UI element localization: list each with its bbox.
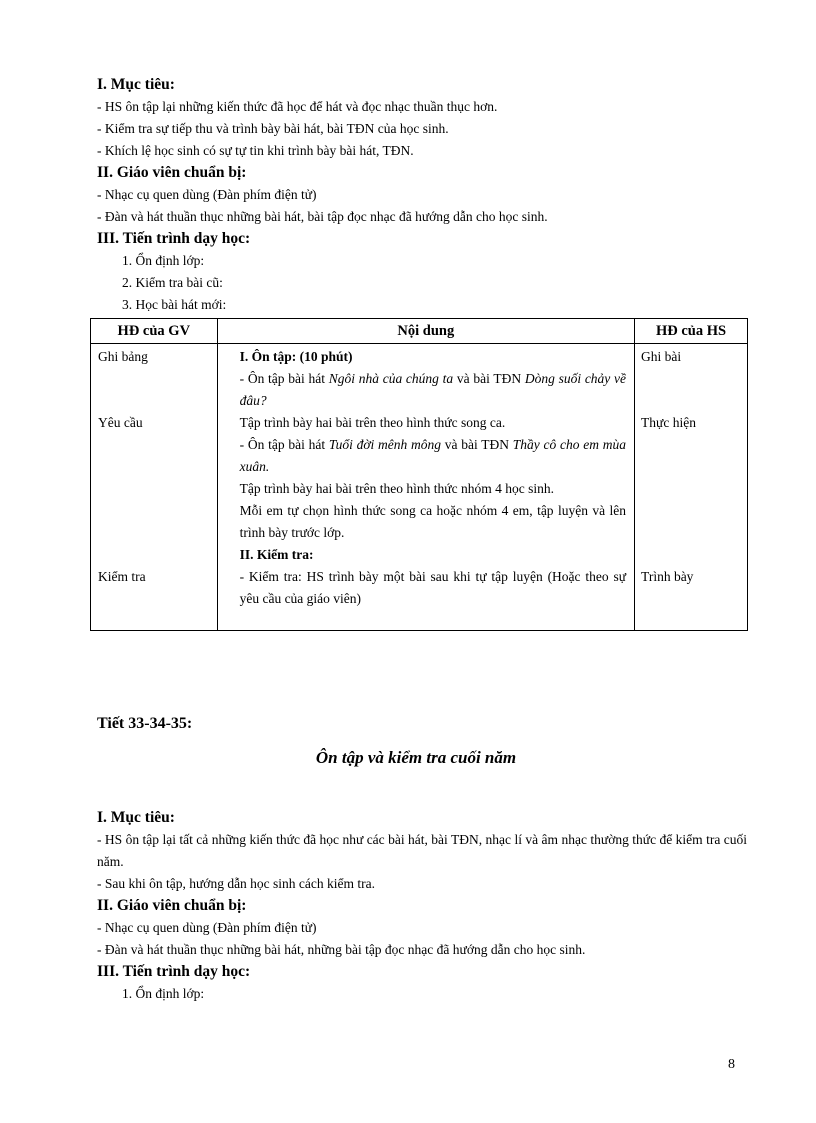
heading-preparation-2: II. Giáo viên chuẩn bị: — [97, 897, 247, 914]
review-song-1: - Ôn tập bài hát Ngôi nhà của chúng ta và bài TĐN Dòng suối chảy về đâu? — [239, 371, 627, 408]
page-number: 8 — [728, 1057, 735, 1072]
objective-item: - HS ôn tập lại những kiến thức đã học để hát và đọc nhạc thuần thục hơn. — [97, 99, 498, 114]
test-text: - Kiểm tra: HS trình bày một bài sau khi tự tập luyện (Hoặc theo sự yêu cầu của giáo viên) — [239, 569, 627, 606]
content-cell — [217, 344, 634, 631]
teacher-activity: Kiểm tra — [98, 569, 146, 584]
review-song-2: - Ôn tập bài hát Tuổi đời mênh mông và bài TĐN Thầy cô cho em mùa xuân. — [239, 437, 627, 474]
objective-item: - Khích lệ học sinh có sự tự tin khi trình bày bài hát, TĐN. — [97, 143, 414, 158]
review-perform-1: Tập trình bày hai bài trên theo hình thức song ca. — [239, 415, 506, 430]
table-header-row — [91, 319, 748, 344]
header-content: Nội dung — [217, 319, 634, 344]
procedure-step: 3. Học bài hát mới: — [122, 297, 227, 312]
heading-objectives: I. Mục tiêu: — [97, 76, 175, 93]
preparation-item: - Nhạc cụ quen dùng (Đàn phím điện tử) — [97, 920, 317, 935]
header-student-activity: HĐ của HS — [635, 319, 748, 344]
lesson-plan-table — [90, 318, 748, 631]
student-activity: Ghi bài — [641, 349, 682, 364]
preparation-item: - Đàn và hát thuần thục những bài hát, những bài tập đọc nhạc đã hướng dẫn cho học sinh. — [97, 942, 586, 957]
review-title: I. Ôn tập: (10 phút) — [239, 349, 353, 364]
preparation-item: - Đàn và hát thuần thục những bài hát, bài tập đọc nhạc đã hướng dẫn cho học sinh. — [97, 209, 548, 224]
procedure-step: 1. Ổn định lớp: — [122, 253, 205, 268]
procedure-step: 1. Ổn định lớp: — [122, 986, 205, 1001]
review-choice: Mỗi em tự chọn hình thức song ca hoặc nhóm 4 em, tập luyện và lên trình bày trước lớp. — [239, 503, 627, 540]
objective-item: - Kiểm tra sự tiếp thu và trình bày bài hát, bài TĐN của học sinh. — [97, 121, 449, 136]
objective-item: - Sau khi ôn tập, hướng dẫn học sinh cách kiểm tra. — [97, 876, 376, 891]
document-page — [97, 74, 747, 1005]
preparation-item: - Nhạc cụ quen dùng (Đàn phím điện tử) — [97, 187, 317, 202]
review-perform-2: Tập trình bày hai bài trên theo hình thức nhóm 4 học sinh. — [239, 481, 554, 496]
heading-preparation: II. Giáo viên chuẩn bị: — [97, 164, 247, 181]
teacher-activity-cell — [91, 344, 218, 631]
heading-objectives-2: I. Mục tiêu: — [97, 809, 175, 826]
heading-procedure-2: III. Tiến trình dạy học: — [97, 963, 251, 980]
student-activity: Thực hiện — [641, 415, 696, 430]
test-title: II. Kiểm tra: — [239, 547, 314, 562]
teacher-activity: Yêu cầu — [98, 415, 143, 430]
objective-item: - HS ôn tập lại tất cả những kiến thức đã học như các bài hát, bài TĐN, nhạc lí và âm nhạc thường thức để kiểm tra cuối năm. — [97, 832, 747, 869]
lesson-title: Ôn tập và kiểm tra cuối năm — [315, 748, 517, 767]
procedure-step: 2. Kiểm tra bài cũ: — [122, 275, 223, 290]
student-activity: Trình bày — [641, 569, 694, 584]
student-activity-cell — [635, 344, 748, 631]
heading-procedure: III. Tiến trình dạy học: — [97, 230, 251, 247]
table-row — [91, 344, 748, 631]
lesson-number: Tiết 33-34-35: — [97, 715, 193, 732]
header-teacher-activity: HĐ của GV — [91, 319, 218, 344]
teacher-activity: Ghi bảng — [98, 349, 148, 364]
